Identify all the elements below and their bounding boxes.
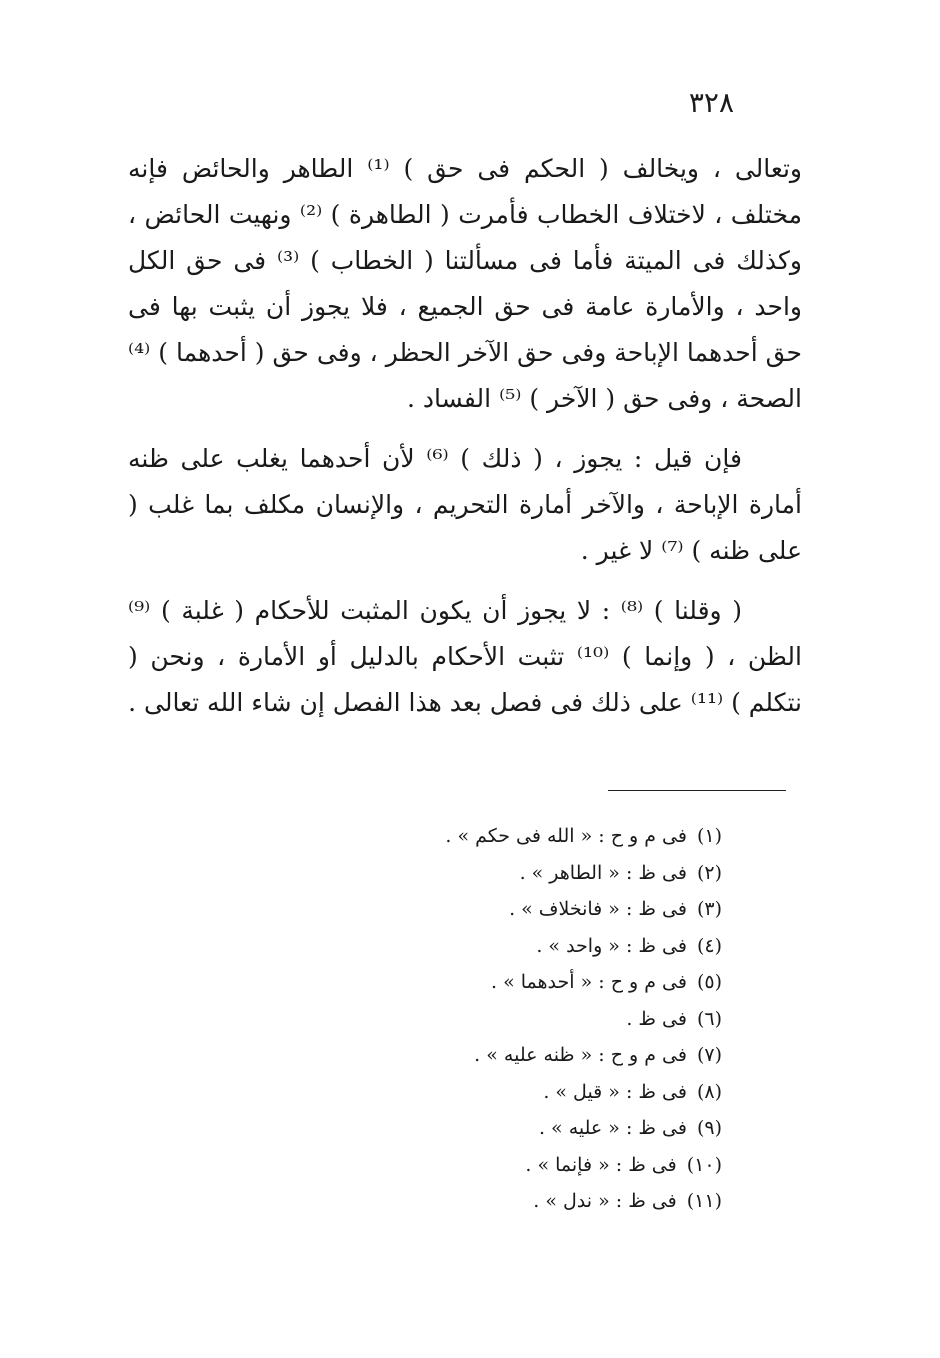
footnote-item xyxy=(222,1037,722,1074)
footnote-item xyxy=(222,964,722,1001)
footnote-item xyxy=(222,855,722,892)
footnote-item xyxy=(222,1183,722,1220)
footnote-text: فى ظ : « فإنما » . xyxy=(525,1153,677,1176)
footnote-number: (٧) xyxy=(696,1044,722,1066)
footnote-item xyxy=(222,1074,722,1111)
footnote-number: (٣) xyxy=(696,898,722,920)
paragraph: ( وقلنا ) ⁽⁸⁾ : لا يجوز أن يكون المثبت للأحكام ( غلبة ) ⁽⁹⁾ الظن ، ( وإنما ) ⁽¹⁰⁾ تثبت الأحكام بالدليل أو الأمارة ، ونحن ( نتكلم ) ⁽¹¹⁾ على ذلك فى فصل بعد هذا الفصل إن شاء الله تعالى . xyxy=(128,596,802,717)
footnote-text: فى ظ : « ندل » . xyxy=(533,1190,677,1212)
main-text xyxy=(128,146,802,740)
footnote-item xyxy=(222,818,722,855)
footnote-text: فى ظ : « واحد » . xyxy=(536,934,687,957)
footnote-number: (١) xyxy=(696,825,722,847)
footnote-text: فى م و ح : « ظنه عليه » . xyxy=(474,1044,687,1066)
footnote-item xyxy=(222,1001,722,1038)
page-number: ٣٢٨ xyxy=(688,86,734,119)
footnote-text: فى ظ : « قيل » . xyxy=(543,1080,687,1103)
footnote-number: (٦) xyxy=(696,1007,722,1030)
footnote-number: (٥) xyxy=(696,971,722,993)
footnote-item xyxy=(222,928,722,965)
footnote-number: (١٠) xyxy=(686,1153,722,1176)
paragraph: فإن قيل : يجوز ، ( ذلك ) ⁽⁶⁾ لأن أحدهما يغلب على ظنه أمارة الإباحة ، والآخر أمارة التحريم ، والإنسان مكلف بما غلب ( على ظنه ) ⁽⁷⁾ لا غير . xyxy=(128,444,802,565)
footnote-item xyxy=(222,891,722,928)
footnote-divider xyxy=(608,790,786,791)
footnote-number: (١١) xyxy=(686,1190,722,1212)
footnote-number: (٢) xyxy=(696,861,722,884)
footnote-text: فى ظ : « عليه » . xyxy=(538,1117,687,1139)
footnote-number: (٩) xyxy=(696,1117,722,1139)
footnote-text: فى ظ : « الطاهر » . xyxy=(519,861,687,884)
footnote-text: فى م و ح : « أحدهما » . xyxy=(491,971,687,993)
footnote-item xyxy=(222,1110,722,1147)
footnote-text: فى ظ . xyxy=(626,1007,687,1030)
footnote-number: (٨) xyxy=(696,1080,722,1103)
footnote-text: فى م و ح : « الله فى حكم » . xyxy=(445,825,687,847)
footnote-number: (٤) xyxy=(696,934,722,957)
footnote-text: فى ظ : « فانخلاف » . xyxy=(509,898,687,920)
footnotes-list xyxy=(222,818,722,1220)
paragraph: وتعالى ، ويخالف ( الحكم فى حق ) ⁽¹⁾ الطاهر والحائض فإنه مختلف ، لاختلاف الخطاب فأمرت ( الطاهرة ) ⁽²⁾ ونهيت الحائض ، وكذلك فى الميتة فأما فى مسألتنا ( الخطاب ) ⁽³⁾ فى حق الكل واحد ، والأمارة عامة فى حق الجميع ، فلا يجوز أن يثبت بها فى حق أحدهما الإباحة وفى حق الآخر الحظر ، وفى حق ( أحدهما ) ⁽⁴⁾ الصحة ، وفى حق ( الآخر ) ⁽⁵⁾ الفساد . xyxy=(128,154,802,413)
footnote-item xyxy=(222,1147,722,1184)
